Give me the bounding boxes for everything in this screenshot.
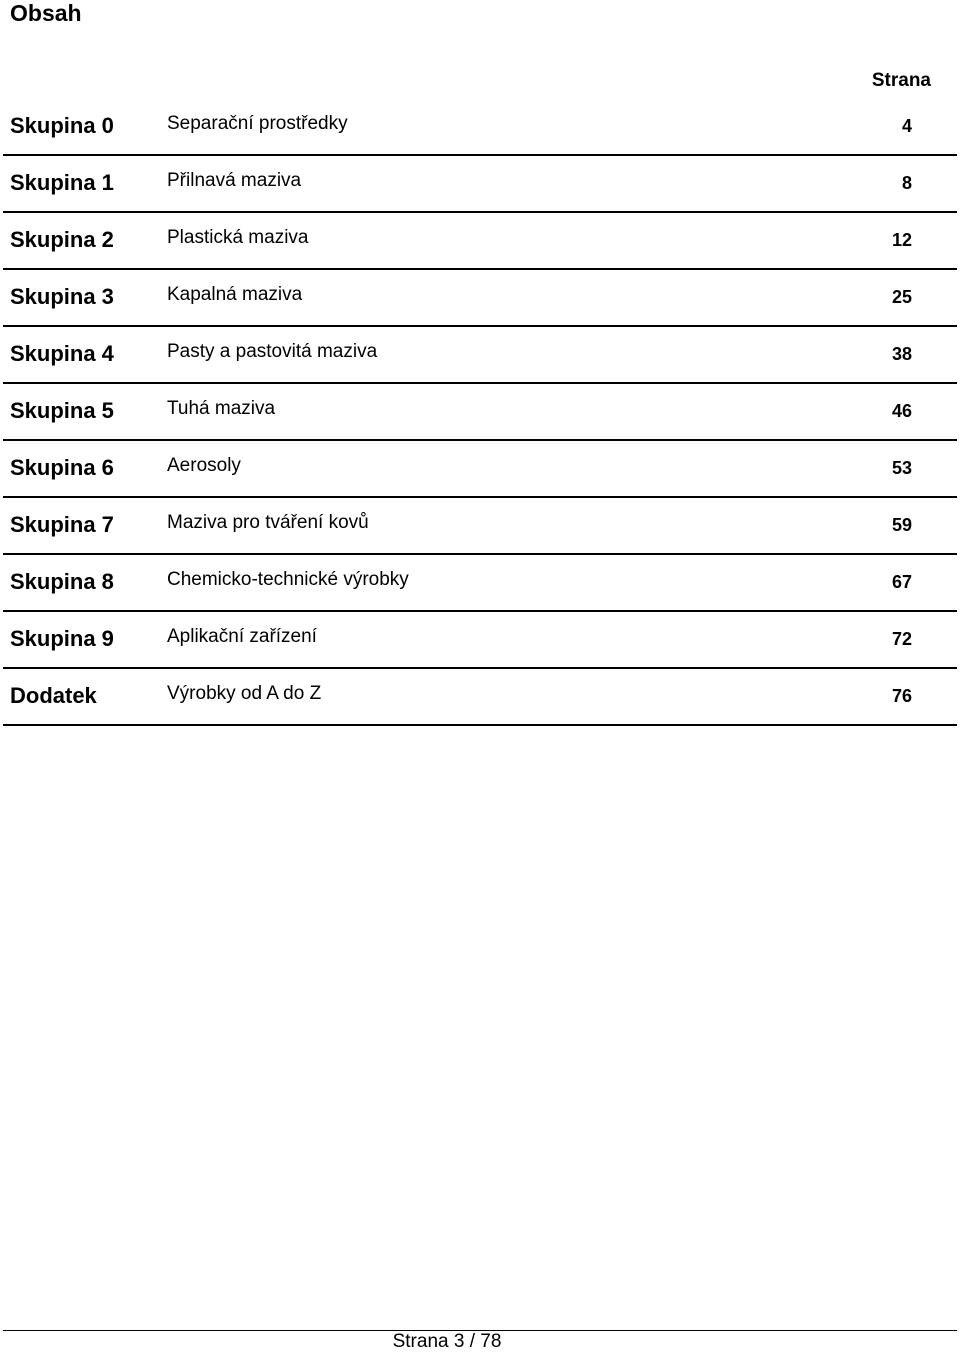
page-column-header: Strana xyxy=(871,70,931,91)
toc-page-number: 4 xyxy=(901,116,912,136)
toc-description[interactable]: Kapalná maziva xyxy=(167,284,303,305)
toc-group-label: Skupina 8 xyxy=(10,569,114,594)
toc-description[interactable]: Pasty a pastovitá maziva xyxy=(167,341,378,362)
toc-description[interactable]: Tuhá maziva xyxy=(167,398,276,419)
toc-description[interactable]: Přilnavá maziva xyxy=(167,170,302,191)
toc-row-skupina-7[interactable] xyxy=(3,498,957,555)
toc-page-number: 12 xyxy=(891,230,912,250)
toc-row-skupina-2[interactable] xyxy=(3,213,957,270)
toc-row-skupina-8[interactable] xyxy=(3,555,957,612)
toc-page-number: 67 xyxy=(891,572,912,592)
toc-page-number: 38 xyxy=(891,344,912,364)
toc-description[interactable]: Aerosoly xyxy=(167,455,241,476)
toc-description[interactable]: Výrobky od A do Z xyxy=(167,683,322,704)
toc-page-number: 53 xyxy=(891,458,912,478)
toc-row-skupina-9[interactable] xyxy=(3,612,957,669)
toc-page-number: 25 xyxy=(891,287,912,307)
toc-group-label: Skupina 3 xyxy=(10,284,114,309)
page-title: Obsah xyxy=(10,0,82,26)
page-number-footer: Strana 3 / 78 xyxy=(392,1331,502,1352)
toc-group-label: Skupina 5 xyxy=(10,398,114,423)
toc-page-number: 72 xyxy=(891,629,912,649)
toc-page-number: 59 xyxy=(891,515,912,535)
toc-row-skupina-4[interactable] xyxy=(3,327,957,384)
toc-group-label: Dodatek xyxy=(10,683,97,708)
toc-description[interactable]: Chemicko-technické výrobky xyxy=(167,569,409,590)
toc-row-skupina-1[interactable] xyxy=(3,156,957,213)
toc-description[interactable]: Aplikační zařízení xyxy=(167,626,317,647)
toc-row-skupina-5[interactable] xyxy=(3,384,957,441)
toc-group-label: Skupina 1 xyxy=(10,170,114,195)
toc-page-number: 8 xyxy=(901,173,912,193)
toc-row-skupina-3[interactable] xyxy=(3,270,957,327)
toc-description[interactable]: Maziva pro tváření kovů xyxy=(167,512,369,533)
toc-description[interactable]: Plastická maziva xyxy=(167,227,309,248)
table-of-contents xyxy=(3,99,957,726)
toc-group-label: Skupina 4 xyxy=(10,341,114,366)
toc-group-label: Skupina 7 xyxy=(10,512,114,537)
toc-row-dodatek[interactable] xyxy=(3,669,957,726)
toc-page-number: 46 xyxy=(891,401,912,421)
toc-row-skupina-0[interactable] xyxy=(3,99,957,156)
toc-group-label: Skupina 6 xyxy=(10,455,114,480)
toc-description[interactable]: Separační prostředky xyxy=(167,113,348,134)
toc-group-label: Skupina 9 xyxy=(10,626,114,651)
toc-group-label: Skupina 2 xyxy=(10,227,114,252)
toc-group-label: Skupina 0 xyxy=(10,113,114,138)
toc-page-number: 76 xyxy=(891,686,912,706)
toc-row-skupina-6[interactable] xyxy=(3,441,957,498)
